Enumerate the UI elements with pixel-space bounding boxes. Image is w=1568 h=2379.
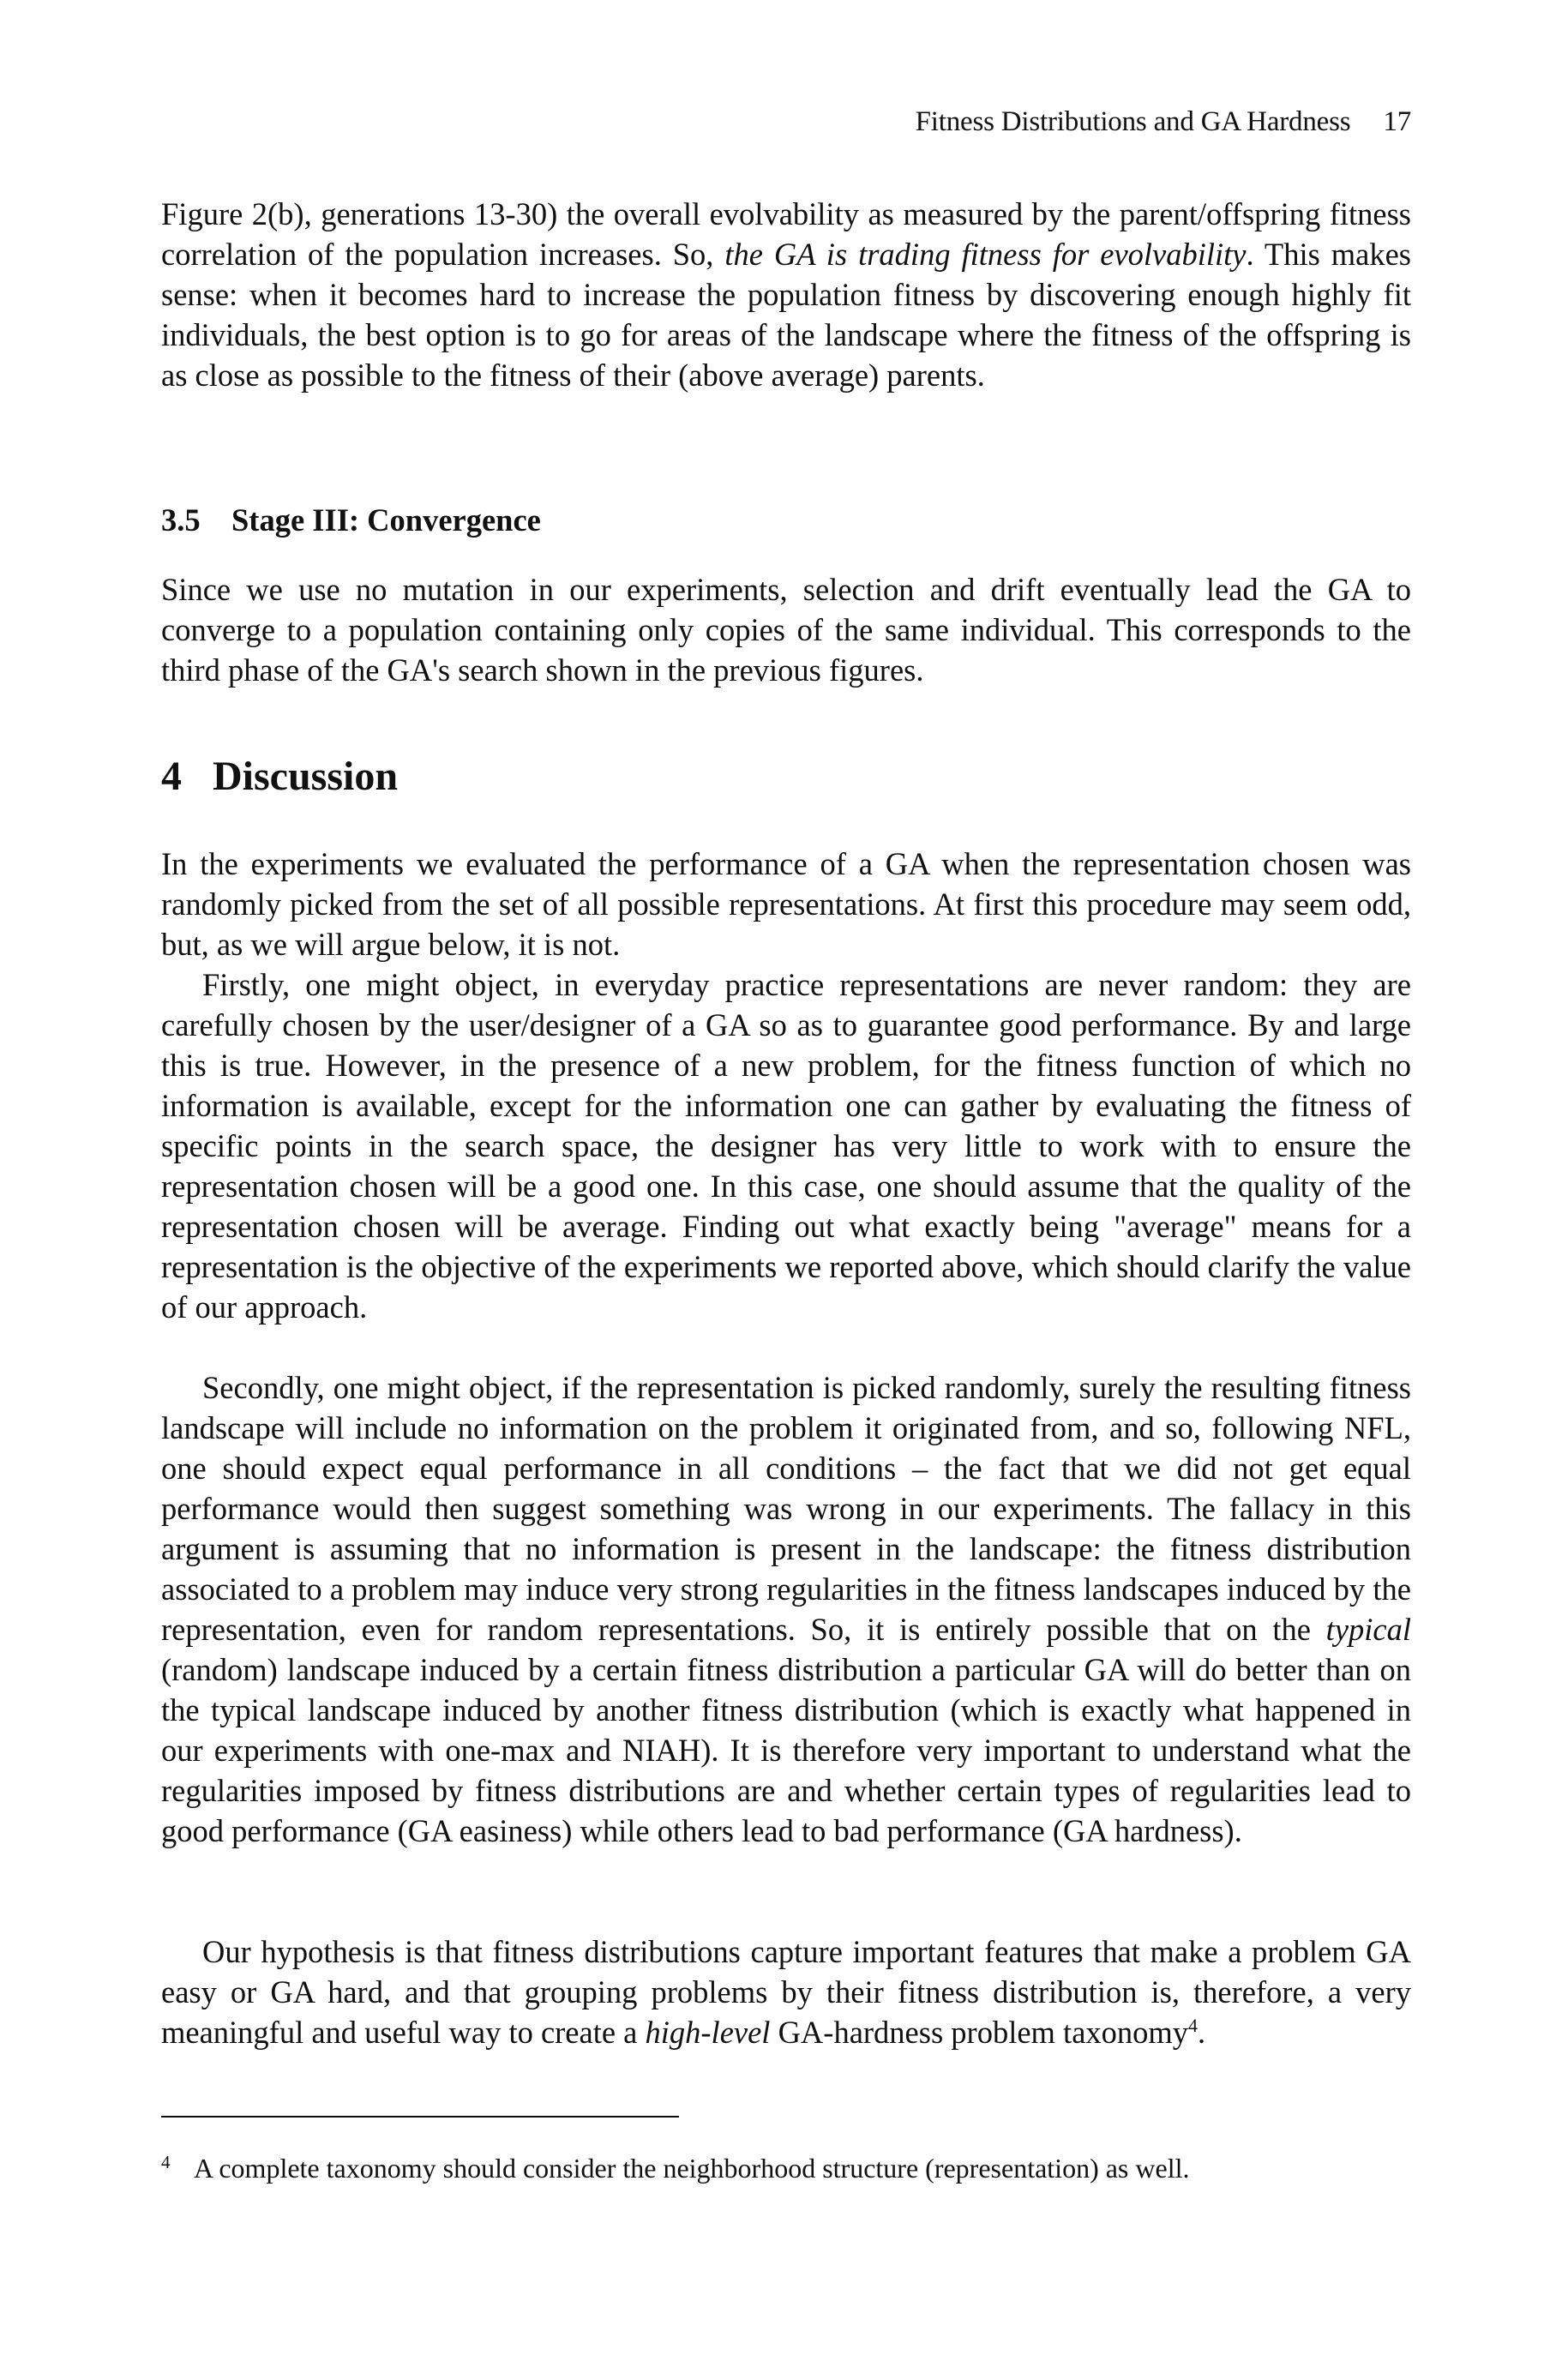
- paragraph-text: (random) landscape induced by a certain fitness distribution a particular GA will do better than on the typical landscape induced by another fitness distribution (which is exactly what happened in our experiments with one-max and NIAH). It is therefore very important to understand what the regularities imposed by fitness distributions are and whether certain types of regularities lead to good performance (GA easiness) while others lead to bad performance (GA hardness).: [161, 1652, 1411, 1848]
- paragraph-text: Our hypothesis is that fitness distributions capture important features that make a problem GA easy or GA hard, and that grouping problems by their fitness distribution is, therefore, a very meaningful and useful way to create a: [161, 1934, 1411, 2050]
- section-number: 4: [161, 754, 182, 799]
- paragraph-text: Figure 2(b), generations 13-30) the overall evolvability as measured by the parent/offspring fitness correlation of the population increases. So,: [161, 196, 1411, 272]
- page-number: 17: [1383, 106, 1411, 137]
- footnote-text: A complete taxonomy should consider the neighborhood structure (representation) as well.: [194, 2153, 1190, 2184]
- paragraph-text: . This makes sense: when it becomes hard to increase the population fitness by discovering enough highly fit individuals, the best option is to go for areas of the landscape where the fitness of the offspring is as close as possible to the fitness of their (above average) parents.: [161, 237, 1411, 393]
- paragraph-convergence: Since we use no mutation in our experiments, selection and drift eventually lead the GA to converge to a population containing only copies of the same individual. This corresponds to the third phase of the GA's search shown in the previous figures.: [161, 572, 1411, 688]
- footnote-reference[interactable]: 4: [1188, 2015, 1199, 2036]
- footnote: [161, 2145, 1189, 2185]
- paragraph-text: .: [1198, 2015, 1206, 2050]
- emphasis-text: typical: [1325, 1612, 1411, 1647]
- emphasis-text: the GA is trading fitness for evolvability: [724, 237, 1247, 272]
- running-head: [916, 106, 1411, 138]
- section-title: Discussion: [213, 754, 399, 799]
- subsection-number: 3.5: [161, 502, 201, 538]
- section-heading: [161, 753, 398, 800]
- paragraph-continued: [161, 194, 1411, 395]
- running-title: Fitness Distributions and GA Hardness: [915, 106, 1351, 137]
- paragraph-discussion-1: In the experiments we evaluated the performance of a GA when the representation chosen was randomly picked from the set of all possible representations. At first this procedure may seem odd, but, as we will argue below, it is not.: [161, 846, 1411, 962]
- subsection-title: Stage III: Convergence: [231, 502, 541, 538]
- emphasis-text: high-level: [645, 2015, 771, 2050]
- subsection-heading: [161, 502, 541, 538]
- paragraph-text: Secondly, one might object, if the representation is picked randomly, surely the resulting fitness landscape will include no information on the problem it originated from, and so, following NFL, one should expect equal performance in all conditions – the fact that we did not get equal performance would then suggest something was wrong in our experiments. The fallacy in this argument is assuming that no information is present in the landscape: the fitness distribution associated to a problem may induce very strong regularities in the fitness landscapes induced by the representation, even for random representations. So, it is entirely possible that on the: [161, 1370, 1411, 1647]
- paragraph-discussion-4: [161, 1931, 1411, 2052]
- paragraph-discussion-3: [161, 1367, 1411, 1851]
- footnote-divider: [161, 2116, 679, 2118]
- footnote-mark: 4: [161, 2152, 171, 2172]
- paragraph-discussion-2: Firstly, one might object, in everyday practice representations are never random: they are carefully chosen by the user/designer of a GA so as to guarantee good performance. By and large this is true. However, in the presence of a new problem, for the fitness function of which no information is available, except for the information one can gather by evaluating the fitness of specific points in the search space, the designer has very little to work with to ensure the representation chosen will be a good one. In this case, one should assume that the quality of the representation chosen will be average. Finding out what exactly being "average" means for a representation is the objective of the experiments we reported above, which should clarify the value of our approach.: [161, 967, 1411, 1325]
- paragraph-text: GA-hardness problem taxonomy: [770, 2015, 1189, 2050]
